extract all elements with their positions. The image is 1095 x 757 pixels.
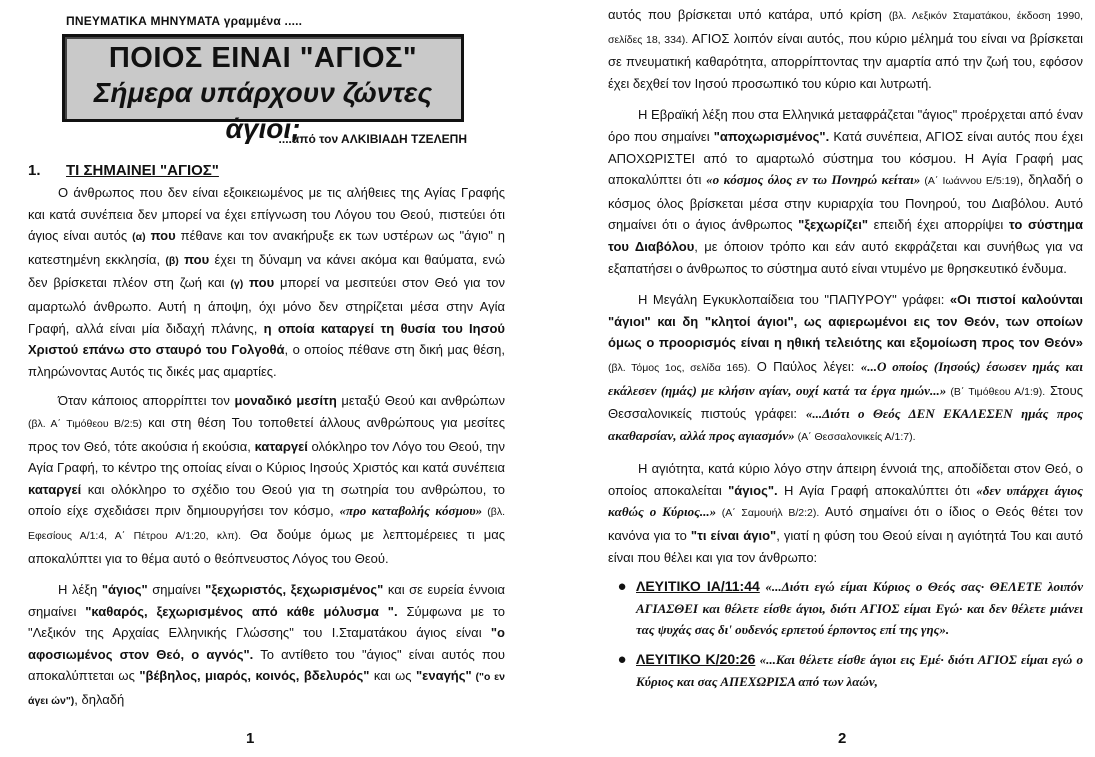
text-run: Ο Παύλος λέγει:: [750, 358, 861, 374]
main-title: ΠΟΙΟΣ ΕΙΝΑΙ "ΑΓΙΟΣ": [108, 42, 418, 74]
bullet-icon: ●: [617, 651, 627, 669]
text-run: ολόκληρο τον Λόγο του Θεού, την Αγία Γραφή, το κέντρο της οποίας είναι ο Κύριος Ιησούς Χριστός και κατά συνέπεια: [28, 438, 505, 476]
scripture-quote: «ο κόσμος όλος εν τω Πονηρώ κείται»: [706, 172, 921, 188]
list-item: [608, 576, 1083, 641]
text-run: σημαίνει: [147, 582, 206, 598]
text-run: Όταν κάποιος απορρίπτει τον: [58, 393, 235, 409]
text-run: , με όποιον τρόπο και εάν αυτό εκφράζεται και συνήθως για να εξαπατήσει ο άνθρωπος το σύστημα αυτό είναι ντυμένο με θρησκευτικό ένδυμα.: [608, 238, 1083, 276]
scripture-quote: «δεν υπάρχει άγιος καθώς ο Κύριος...»: [608, 482, 1083, 520]
greek-gloss: ("ο εν άγει ών"): [28, 671, 505, 708]
scripture-quote: «...Διότι εγώ είμαι Κύριος ο Θεός σας· ΘΕΛΕΤΕ λοιπόν ΑΓΙΑΣΘΕΙ και θέλετε είσθε άγιοι, διότι ΑΓΙΟΣ είμαι Εγώ· και δεν θέλετε μιάνει τας ψυχάς σας δι' ουδενός ερπετού έρποντος επί της γης».: [636, 579, 1084, 638]
emphasis-text: "ο αφοσιωμένος στον Θεό, ο αγνός".: [28, 625, 505, 662]
text-run: αυτός που βρίσκεται υπό κατάρα, υπό κρίση: [608, 7, 889, 22]
bullet-icon: ●: [617, 578, 627, 596]
text-run: , ο οποίος πέθανε στη δική μας θέση, πληρώνοντας Αυτός τις δικές μας αμαρτίες.: [28, 342, 505, 379]
text-run: μεταξύ Θεού και ανθρώπων: [336, 393, 505, 409]
scripture-quote: «...Ο οποίος (Ιησούς) έσωσεν ημάς και εκάλεσεν (ημάς) με κλήσιν αγίαν, ουχί κατά τα έργα ημών...»: [608, 358, 1083, 398]
paragraph: [608, 289, 1083, 448]
list-item-body: [636, 649, 1083, 692]
emphasis-text: «Οι πιστοί καλούνται "άγιοι" και δη "κλητοί άγιοι", ως αφιερωμένοι εις τον Θεόν, των οποίων όμως ο προορισμός είναι η ηθική τελειότης και εξομοίωση προς τον Θεόν»: [608, 292, 1083, 351]
series-label: ΠΝΕΥΜΑΤΙΚΑ ΜΗΝΥΜΑΤΑ γραμμένα .....: [66, 14, 303, 28]
emphasis-text: "τι είναι άγιο": [690, 528, 777, 544]
scripture-quote: «...Διότι ο Θεός ΔΕΝ ΕΚΑΛΕΣΕΝ ημάς προς ακαθαρσίαν, αλλά προς αγιασμόν»: [608, 406, 1084, 443]
paragraph: [608, 458, 1083, 568]
list-item-body: [636, 576, 1083, 641]
text-run: και σε ευρεία έννοια σημαίνει: [28, 582, 505, 619]
text-run: και ολόκληρο το σχέδιο του Θεού για τη σωτηρία του ανθρώπου, το οποίο είχε σχεδιάσει πριν δημιουργήσει τον κόσμο,: [28, 481, 505, 519]
text-run: και ως: [369, 668, 417, 684]
text-run: και στη θέση Του τοποθετεί άλλους ανθρώπους για μεσίτες προς τον Θεό, τότε ακούσια ή εκούσια,: [28, 414, 505, 454]
text-run: έχει τη δύναμη να κάνει ακόμα και θαύματα, ενώ δεν βρίσκεται πλέον στη ζωή και: [28, 251, 505, 291]
emphasis-text: "ξεχωρίζει": [798, 217, 868, 233]
text-run: , γιατί η φύση του Θεού είναι η αγιότητά Του και αυτό είναι που θέλει και για τον άνθρωπο:: [608, 528, 1084, 565]
text-run: πέθανε και τον ανακήρυξε εκ των υστέρων ως "άγιο" η κατεστημένη εκκλησία,: [28, 228, 506, 267]
emphasis-text: η οποία καταργεί τη θυσία του Ιησού Χριστού επάνω στο σταυρό του Γολγοθά: [28, 320, 506, 358]
text-run: Η λέξη: [58, 582, 102, 598]
section-heading: [28, 162, 505, 179]
scripture-reference: (Α΄ Ιωάννου Ε/5:19): [920, 175, 1020, 188]
text-run: Η αγιότητα, κατά κύριο λόγο στην άπειρη έννοιά της, αποδίδεται στον Θεό, ο οποίος αποκαλείται: [608, 461, 1083, 498]
text-run: Η Αγία Γραφή αποκαλύπτει ότι: [777, 482, 977, 498]
left-page: [0, 0, 527, 757]
list-item: [608, 649, 1083, 692]
section-number: 1.: [28, 162, 41, 179]
text-run: Η Εβραϊκή λέξη που στα Ελληνικά μεταφράζεται "άγιος" προέρχεται από έναν όρο που σημαίνει: [608, 107, 1083, 144]
text-run: Ο άνθρωπος που δεν είναι εξοικειωμένος με τις αλήθειες της Αγίας Γραφής και κατά συνέπεια δεν μπορεί να έχει επίγνωση του Λόγου του Θεού, πιστεύει ότι άγιος είναι αυτός: [28, 185, 505, 244]
emphasis-text: "ξεχωριστός, ξεχωρισμένος": [205, 582, 384, 598]
scripture-reference: (βλ. Α΄ Τιμόθεου Β/2:5): [28, 417, 143, 430]
emphasis-text: που: [145, 228, 176, 244]
emphasis-text: καταργεί: [28, 481, 82, 497]
text-run: Η Μεγάλη Εγκυκλοπαίδεια του "ΠΑΠΥΡΟΥ" γράφει:: [638, 292, 950, 308]
emphasis-text: "καθαρός, ξεχωρισμένος από κάθε μόλυσμα ".: [85, 603, 398, 619]
emphasis-text: "εναγής": [416, 668, 472, 684]
scripture-reference: (βλ. Λεξικόν Σταματάκου, έκδοση 1990, σελίδες 18, 334).: [608, 10, 1083, 46]
scripture-reference: (Α΄ Θεσσαλονικείς Α/1:7).: [794, 430, 916, 443]
text-run: Κατά συνέπεια, ΑΓΙΟΣ είναι αυτός που έχει ΑΠΟΧΩΡΙΣΤΕΙ από το αμαρτωλό σύστημα του κόσμου. Η Αγία Γραφή μας αποκαλύπτει ότι: [608, 128, 1083, 188]
scripture-reference: (βλ. Εφεσίους Α/1:4, Α΄ Πέτρου Α/1:20, κλπ).: [28, 506, 505, 542]
emphasis-text: "βέβηλος, μιαρός, κοινός, βδελυρός": [139, 668, 370, 684]
text-run: Θα δούμε όμως με λεπτομέρειες τι μας αποκαλύπτει για το θέμα αυτό ο θεόπνευστος Λόγος του Θεού.: [28, 526, 505, 566]
text-run: Αυτό σημαίνει ότι ο ίδιος ο Θεός θέτει τον κανόνα για το: [608, 504, 1084, 544]
paragraph: [28, 182, 505, 382]
text-run: Το αντίθετο του "άγιος" είναι αυτός που αποκαλύπτεται ως: [28, 646, 505, 684]
emphasis-text: "άγιος": [101, 582, 148, 598]
scripture-reference: (Α΄ Σαμουήλ Β/2:2).: [716, 507, 820, 520]
scripture-quote: «...Και θέλετε είσθε άγιοι εις Εμέ· διότι ΑΓΙΟΣ είμαι εγώ ο Κύριος και σας ΑΠΕΧΩΡΙΣΑ από των λαών,: [636, 652, 1083, 689]
paragraph: [28, 579, 505, 713]
text-run: Σύμφωνα με το "Λεξικόν της Αρχαίας Ελληνικής Γλώσσης" του Ι.Σταματάκου άγιος είναι: [28, 603, 505, 641]
scripture-reference: ΛΕΥΙΤΙΚΟ ΙΑ/11:44: [636, 578, 760, 595]
emphasis-text: που: [178, 251, 210, 267]
emphasis-text: "αποχωρισμένος".: [713, 128, 830, 144]
emphasis-text: το σύστημα του Διαβόλου: [608, 217, 1083, 254]
subtitle: Σήμερα υπάρχουν ζώντες άγιοι;: [93, 77, 433, 144]
text-run: Στους Θεσσαλονικείς πιστούς γράφει:: [608, 382, 1083, 422]
author-line: ....από τον ΑΛΚΙΒΙΑΔΗ ΤΖΕΛΕΠΗ: [278, 132, 467, 146]
scripture-reference: (βλ. Τόμος 1ος, σελίδα 165).: [608, 361, 751, 374]
text-run: επειδή έχει απορρίψει: [868, 217, 1009, 233]
emphasis-text: που: [243, 275, 275, 291]
text-run: , δηλαδή ο κόσμος όλος βρίσκεται μέσα στην κυριαρχία του Πονηρού, του Διαβόλου. Αυτό σημαίνει ότι ο άγιος άνθρωπος: [608, 172, 1083, 233]
list-marker: (γ): [230, 278, 244, 291]
section-title: ΤΙ ΣΗΜΑΙΝΕΙ "ΑΓΙΟΣ": [66, 162, 219, 179]
list-marker: (β): [165, 254, 179, 267]
emphasis-text: μοναδικό μεσίτη: [234, 393, 337, 409]
emphasis-text: καταργεί: [254, 438, 308, 454]
right-page: [556, 0, 1095, 757]
paragraph: [28, 390, 505, 569]
scripture-quote: «προ καταβολής κόσμου»: [339, 503, 483, 519]
text-run: μπορεί να μεσιτεύει στον Θεό για τον αμαρτωλό άνθρωπο. Αυτή η άποψη, όχι μόνο δεν στηρίζεται μέσα στην Αγία Γραφή, αλλά είναι μία διδαχή πλάνης,: [28, 275, 505, 336]
text-run: ΑΓΙΟΣ λοιπόν είναι αυτός, που κύριο μέλημά του είναι να βρίσκεται σε πνευματική καθαρότητα, απορρίπτοντας την αμαρτία από την ζωή του, εφόσον έχει δεχθεί τον Ιησού προσωπικό του κύριο και λυτρωτή.: [608, 30, 1083, 91]
list-marker: (α): [132, 231, 146, 244]
scripture-reference: ΛΕΥΙΤΙΚΟ Κ/20:26: [636, 651, 756, 668]
paragraph: [608, 104, 1083, 279]
page-number: 1: [246, 730, 255, 747]
page-number: 2: [838, 730, 847, 747]
scripture-list: [608, 576, 1083, 692]
scripture-reference: (Β΄ Τιμόθεου Α/1:9).: [946, 385, 1046, 398]
emphasis-text: "άγιος".: [728, 482, 778, 498]
paragraph: [608, 4, 1083, 94]
text-run: , δηλαδή: [74, 692, 125, 708]
